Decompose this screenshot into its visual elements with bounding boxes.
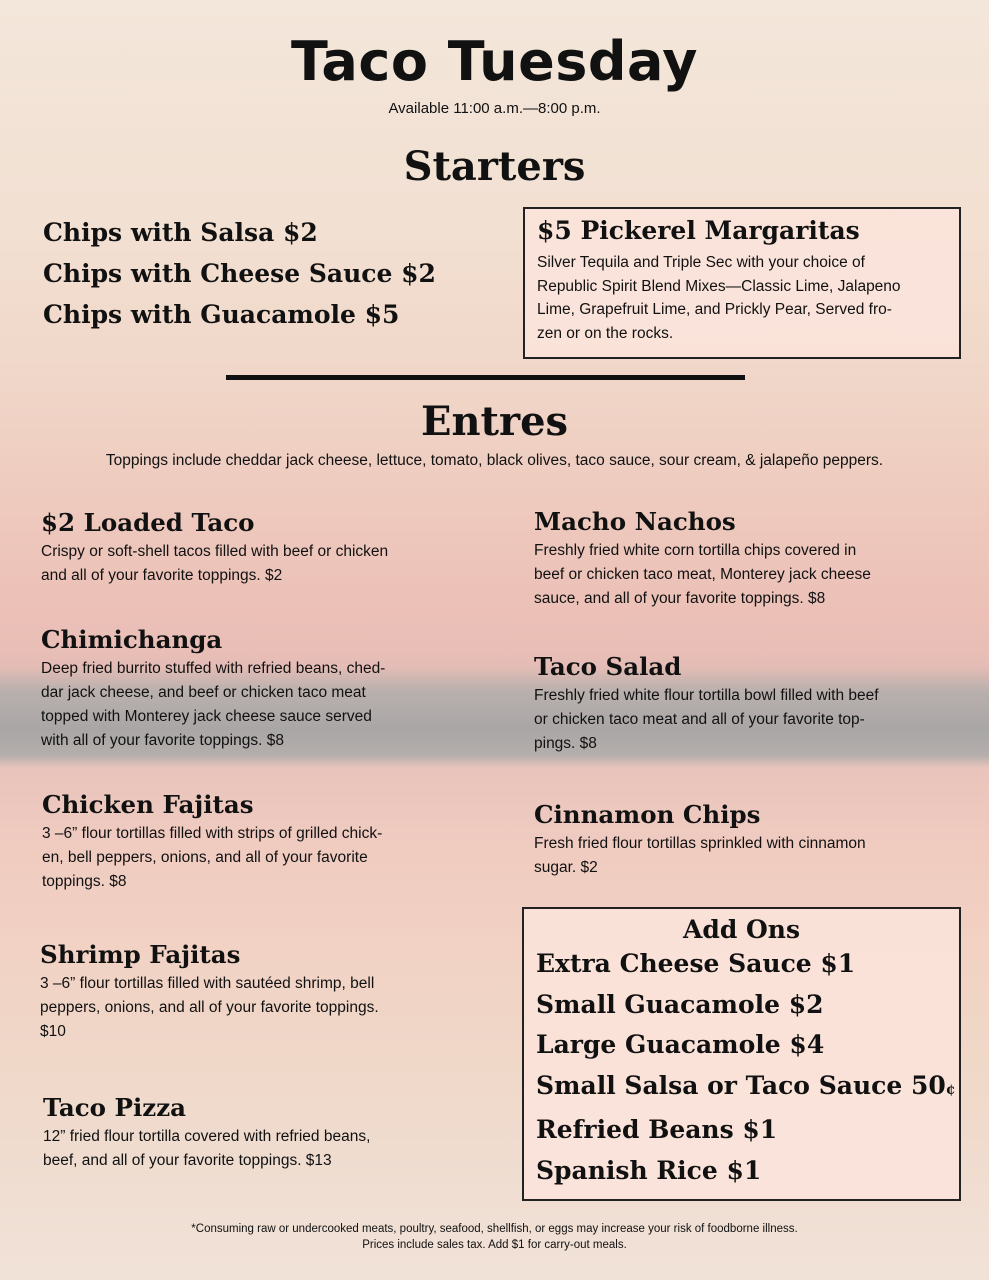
item-description [534, 832, 954, 880]
item-name: Taco Salad [534, 652, 682, 681]
item-description [41, 540, 451, 588]
menu-item-taco-pizza [43, 1093, 453, 1173]
starters-list [43, 212, 436, 335]
item-name: Chimichanga [41, 625, 223, 654]
addon-item: Small Guacamole $2 [536, 989, 824, 1019]
item-name: Cinnamon Chips [534, 800, 761, 829]
starter-item: Chips with Guacamole $5 [43, 300, 400, 329]
description-line: 3 –6” flour tortillas filled with sautéed shrimp, bell [40, 975, 375, 992]
menu-item-macho-nachos [534, 507, 954, 611]
description-line: en, bell peppers, onions, and all of your favorite [42, 849, 368, 866]
addon-item: Extra Cheese Sauce $1 [536, 949, 856, 978]
description-line: beef or chicken taco meat, Monterey jack cheese [534, 566, 871, 583]
addons-box [522, 907, 961, 1201]
description-line: zen or on the rocks. [537, 324, 674, 342]
description-line: and all of your favorite toppings. $2 [41, 567, 283, 584]
description-line: Deep fried burrito stuffed with refried beans, ched- [41, 660, 386, 677]
item-name: Shrimp Fajitas [40, 940, 241, 969]
item-description [534, 539, 954, 611]
addon-item: Refried Beans $1 [536, 1115, 778, 1145]
starters-heading: Starters [403, 143, 586, 190]
menu-item-taco-salad [534, 652, 954, 756]
menu-title: Taco Tuesday [291, 30, 698, 93]
pricing-note: Prices include sales tax. Add $1 for carry-out meals. [362, 1239, 627, 1251]
description-line: Crispy or soft-shell tacos filled with beef or chicken [41, 543, 389, 560]
footer-note [0, 1221, 989, 1253]
item-description [40, 972, 450, 1044]
item-description [534, 684, 954, 756]
description-line: pings. $8 [534, 735, 597, 752]
item-description [41, 657, 451, 753]
description-line: Freshly fried white corn tortilla chips covered in [534, 542, 857, 559]
description-line: 12” fried flour tortilla covered with refried beans, [43, 1128, 371, 1145]
health-warning: *Consuming raw or undercooked meats, poultry, seafood, shellfish, or eggs may increase your risk of foodborne illness. [191, 1223, 798, 1235]
description-line: sauce, and all of your favorite toppings. $8 [534, 590, 826, 607]
description-line: dar jack cheese, and beef or chicken taco meat [41, 684, 366, 701]
description-line: Freshly fried white flour tortilla bowl filled with beef [534, 687, 879, 704]
margaritas-description [537, 251, 959, 345]
description-line: Republic Spirit Blend Mixes—Classic Lime, Jalapeno [537, 277, 901, 295]
item-name: Taco Pizza [43, 1093, 186, 1122]
starter-item: Chips with Salsa $2 [43, 218, 318, 247]
menu-item-chicken-fajitas [42, 790, 452, 894]
item-name: Macho Nachos [534, 507, 736, 536]
description-line: 3 –6” flour tortillas filled with strips of grilled chick- [42, 825, 383, 842]
addons-title: Add Ons [682, 915, 801, 944]
description-line: beef, and all of your favorite toppings. $13 [43, 1152, 332, 1169]
addon-item: Large Guacamole $4 [536, 1030, 825, 1060]
item-name: Chicken Fajitas [42, 790, 254, 819]
menu-item-chimichanga [41, 625, 451, 753]
addon-item [524, 1066, 959, 1111]
cent-sign: ¢ [945, 1081, 956, 1098]
description-line: sugar. $2 [534, 859, 598, 876]
description-line: Fresh fried flour tortillas sprinkled with cinnamon [534, 835, 866, 852]
description-line: Silver Tequila and Triple Sec with your choice of [537, 254, 865, 271]
item-name: $2 Loaded Taco [41, 508, 255, 537]
availability-hours: Available 11:00 a.m.—8:00 p.m. [388, 100, 601, 117]
menu-item-loaded-taco [41, 508, 451, 588]
item-description [42, 822, 452, 894]
description-line: toppings. $8 [42, 873, 127, 890]
entres-heading: Entres [420, 398, 569, 445]
description-line: with all of your favorite toppings. $8 [41, 732, 284, 749]
description-line: or chicken taco meat and all of your favorite top- [534, 711, 865, 728]
menu-item-shrimp-fajitas [40, 940, 450, 1044]
addon-item-text: Small Salsa or Taco Sauce 50 [536, 1070, 946, 1100]
section-divider [226, 375, 745, 380]
description-line: Lime, Grapefruit Lime, and Prickly Pear, Served fro- [537, 301, 892, 318]
item-description [43, 1125, 453, 1173]
menu-item-cinnamon-chips [534, 800, 954, 880]
margaritas-box [523, 207, 961, 359]
description-line: $10 [40, 1023, 66, 1040]
description-line: topped with Monterey jack cheese sauce served [41, 708, 372, 725]
description-line: peppers, onions, and all of your favorite toppings. [40, 999, 379, 1016]
margaritas-title: $5 Pickerel Margaritas [537, 216, 860, 245]
starter-item: Chips with Cheese Sauce $2 [43, 259, 436, 288]
addon-item: Spanish Rice $1 [536, 1155, 762, 1185]
toppings-note: Toppings include cheddar jack cheese, lettuce, tomato, black olives, taco sauce, sour cream, & jalapeño peppers. [105, 452, 884, 469]
